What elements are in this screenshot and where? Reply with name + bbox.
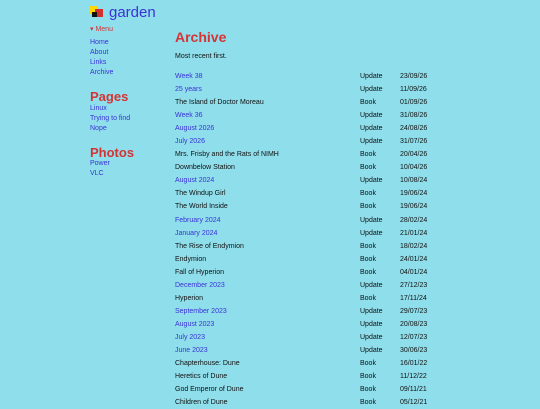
archive-entry-type: Book: [360, 268, 376, 276]
archive-entry-type: Book: [360, 99, 376, 107]
archive-entry-date: 10/04/26: [400, 164, 428, 172]
site-name-link[interactable]: garden: [109, 4, 156, 21]
nav-trying-to-find-link[interactable]: Trying to find: [90, 115, 131, 122]
archive-entry-date: 23/09/26: [400, 73, 428, 80]
archive-entry-type: Update: [360, 138, 383, 146]
table-row: [175, 396, 455, 409]
archive-entry-date: 17/11/24: [400, 294, 427, 302]
archive-entry-type: Book: [360, 164, 376, 172]
archive-entry-date: 19/06/24: [400, 190, 428, 198]
archive-entry-link[interactable]: June 2023: [175, 346, 208, 354]
table-row: [175, 266, 455, 279]
archive-entry-date: 30/06/23: [400, 346, 428, 354]
table-row: [175, 279, 455, 292]
archive-entry-link[interactable]: December 2023: [175, 281, 225, 289]
archive-entry-date: 10/08/24: [400, 177, 428, 185]
photos-nav: [90, 159, 110, 179]
archive-entry-date: 24/08/26: [400, 125, 428, 133]
table-row: [175, 253, 455, 266]
archive-entry-date: 11/09/26: [400, 86, 427, 94]
table-row: [175, 357, 455, 370]
site-logo-icon[interactable]: [90, 6, 103, 19]
main-nav: [90, 38, 113, 78]
archive-entry-type: Update: [360, 73, 383, 80]
archive-entry-date: 18/02/24: [400, 242, 428, 250]
archive-entry-link[interactable]: February 2024: [175, 216, 221, 224]
table-row: [175, 200, 455, 213]
archive-entry-type: Book: [360, 242, 376, 250]
table-row: [175, 70, 455, 83]
archive-entry-title: Hyperion: [175, 294, 204, 302]
archive-entry-type: Book: [360, 373, 376, 381]
archive-entry-date: 28/02/24: [400, 216, 428, 224]
archive-entry-title: God Emperor of Dune: [175, 386, 244, 394]
archive-entry-date: 11/12/22: [400, 373, 427, 381]
archive-entry-type: Book: [360, 255, 376, 263]
archive-entry-date: 04/01/24: [400, 268, 428, 276]
archive-entry-type: Book: [360, 190, 376, 198]
table-row: [175, 318, 455, 331]
archive-entry-date: 27/12/23: [400, 281, 428, 289]
archive-entry-type: Update: [360, 346, 383, 354]
archive-entry-link[interactable]: 25 years: [175, 86, 202, 94]
menu-toggle[interactable]: ▾ Menu: [90, 26, 113, 33]
table-row: [175, 83, 455, 96]
archive-entry-type: Update: [360, 86, 383, 94]
table-row: [175, 135, 455, 148]
archive-entry-type: Update: [360, 320, 383, 328]
archive-entry-date: 16/01/22: [400, 360, 428, 368]
table-row: [175, 383, 455, 396]
archive-entry-title: Heretics of Dune: [175, 373, 228, 381]
table-row: [175, 148, 455, 161]
intro-text: Most recent first.: [175, 53, 227, 60]
archive-entry-link[interactable]: August 2024: [175, 177, 215, 185]
archive-entry-date: 20/08/23: [400, 320, 428, 328]
archive-entry-title: The World Inside: [175, 203, 228, 211]
archive-table: [175, 70, 455, 409]
pages-nav: [90, 104, 130, 134]
archive-entry-type: Book: [360, 399, 376, 407]
table-row: [175, 305, 455, 318]
page-title: Archive: [175, 29, 227, 45]
table-row: [175, 161, 455, 174]
nav-home-link[interactable]: Home: [90, 39, 109, 46]
archive-entry-type: Update: [360, 281, 383, 289]
table-row: [175, 109, 455, 122]
archive-entry-link[interactable]: August 2026: [175, 125, 215, 133]
table-row: [175, 370, 455, 383]
archive-entry-type: Update: [360, 307, 383, 315]
photos-heading: Photos: [90, 145, 135, 160]
pages-heading: Pages: [90, 89, 129, 104]
archive-entry-type: Book: [360, 294, 376, 302]
archive-entry-date: 12/07/23: [400, 333, 428, 341]
archive-entry-title: Mrs. Frisby and the Rats of NIMH: [175, 151, 279, 159]
archive-entry-date: 19/06/24: [400, 203, 428, 211]
table-row: [175, 214, 455, 227]
nav-links-link[interactable]: Links: [90, 59, 107, 66]
archive-entry-type: Book: [360, 151, 376, 159]
archive-entry-type: Update: [360, 229, 383, 237]
archive-entry-link[interactable]: August 2023: [175, 320, 215, 328]
archive-entry-link[interactable]: July 2026: [175, 138, 205, 146]
archive-entry-link[interactable]: July 2023: [175, 333, 205, 341]
archive-entry-link[interactable]: Week 38: [175, 73, 203, 80]
archive-entry-link[interactable]: January 2024: [175, 229, 218, 237]
site-header: [90, 4, 156, 21]
archive-entry-type: Book: [360, 360, 376, 368]
nav-nope-link[interactable]: Nope: [90, 125, 107, 132]
nav-vlc-link[interactable]: VLC: [90, 170, 104, 177]
archive-entry-date: 29/07/23: [400, 307, 428, 315]
archive-entry-title: The Windup Girl: [175, 190, 226, 198]
archive-entry-type: Update: [360, 216, 383, 224]
archive-entry-title: Fall of Hyperion: [175, 268, 225, 276]
archive-entry-date: 05/12/21: [400, 399, 428, 407]
archive-entry-link[interactable]: September 2023: [175, 307, 227, 315]
archive-entry-type: Update: [360, 125, 383, 133]
archive-entry-type: Update: [360, 177, 383, 185]
table-row: [175, 122, 455, 135]
table-row: [175, 96, 455, 109]
table-row: [175, 344, 455, 357]
archive-entry-title: Endymion: [175, 255, 207, 263]
nav-linux-link[interactable]: Linux: [90, 105, 107, 112]
nav-about-link[interactable]: About: [90, 49, 109, 56]
archive-entry-title: The Island of Doctor Moreau: [175, 99, 264, 107]
archive-entry-date: 09/11/21: [400, 386, 427, 394]
archive-entry-title: Downbelow Station: [175, 164, 235, 172]
archive-entry-title: Chapterhouse: Dune: [175, 360, 240, 368]
archive-entry-type: Book: [360, 203, 376, 211]
table-row: [175, 227, 455, 240]
nav-archive-link[interactable]: Archive: [90, 69, 114, 76]
table-row: [175, 174, 455, 187]
archive-entry-type: Update: [360, 333, 383, 341]
archive-entry-title: The Rise of Endymion: [175, 242, 244, 250]
table-row: [175, 240, 455, 253]
archive-entry-type: Update: [360, 112, 383, 120]
archive-entry-date: 20/04/26: [400, 151, 428, 159]
archive-entry-date: 31/07/26: [400, 138, 428, 146]
archive-entry-date: 31/08/26: [400, 112, 428, 120]
archive-entry-type: Book: [360, 386, 376, 394]
table-row: [175, 331, 455, 344]
archive-entry-date: 21/01/24: [400, 229, 428, 237]
nav-power-link[interactable]: Power: [90, 160, 110, 167]
table-row: [175, 187, 455, 200]
archive-entry-date: 24/01/24: [400, 255, 428, 263]
archive-entry-title: Children of Dune: [175, 399, 228, 407]
archive-entry-link[interactable]: Week 36: [175, 112, 203, 120]
table-row: [175, 292, 455, 305]
archive-entry-date: 01/09/26: [400, 99, 428, 107]
